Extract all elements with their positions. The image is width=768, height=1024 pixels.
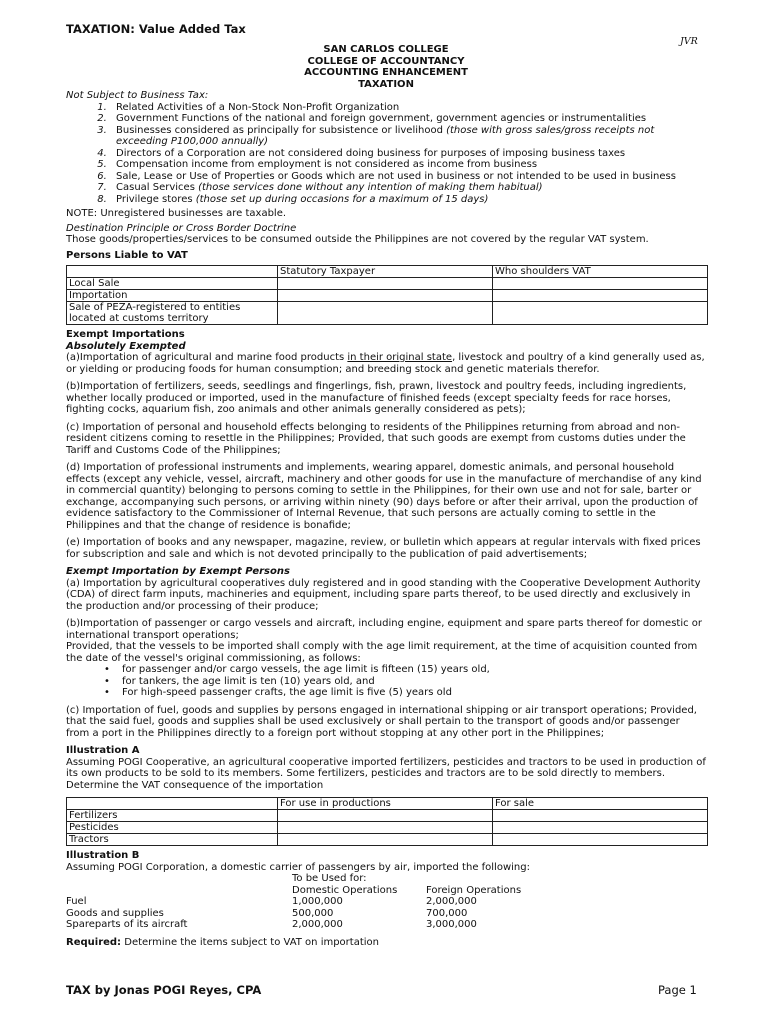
not-subject-list <box>66 102 706 206</box>
school-title <box>66 44 706 90</box>
table-header: Who shoulders VAT <box>493 266 708 278</box>
document-body <box>66 44 706 948</box>
row-label: Goods and supplies <box>66 907 164 919</box>
destination-text: Those goods/properties/services to be consumed outside the Philippines are not covered by the regular VAT system. <box>66 234 649 245</box>
table-cell <box>493 810 708 822</box>
table-row <box>67 290 708 302</box>
item-text: Casual Services <box>116 182 199 193</box>
table-row <box>67 278 708 290</box>
table-cell <box>278 822 493 834</box>
title-line: TAXATION <box>358 78 414 90</box>
row-label: Pesticides <box>67 822 278 834</box>
title-line: COLLEGE OF ACCOUNTANCY <box>307 55 465 67</box>
text-span: , livestock and poultry of a kind generally used as, or yielding or producing foods for human consumption; and breeding stock and genetic materials therefor. <box>66 352 705 375</box>
table-cell <box>278 834 493 846</box>
row-label: Fertilizers <box>67 810 278 822</box>
item-text: Compensation income from employment is not considered as income from business <box>116 159 538 170</box>
table-cell: 3,000,000 <box>426 919 477 930</box>
row-label: Spareparts of its aircraft <box>66 919 188 930</box>
page-number: Page 1 <box>658 983 697 997</box>
exempt-b: (b)Importation of fertilizers, seeds, seedlings and fingerlings, fish, prawn, livestock and poultry feeds, including ingredients, whether locally produced or imported, used in the manufacture of finished feeds (except specialty feeds for race horses, fighting cocks, aquarium fish, zoo animals and other animals generally considered as pets); <box>66 381 687 415</box>
item-note: (those with gross sales/gross receipts not exceeding P100,000 annually) <box>116 124 655 147</box>
list-item <box>110 194 706 206</box>
list-item <box>110 102 706 114</box>
table-row <box>67 266 708 278</box>
table-cell <box>66 885 292 897</box>
title-line: SAN CARLOS COLLEGE <box>323 44 449 55</box>
table-row <box>67 834 708 846</box>
header-title: TAXATION: Value Added Tax <box>66 22 246 36</box>
table-row <box>66 896 706 908</box>
exempt-persons-c: (c) Importation of fuel, goods and supplies by persons engaged in international shipping or air transport operations; Provided, that the said fuel, goods and supplies shall be used exclusively or shall pertain to the transport of goods and/or passenger from a port in the Philippines directly to a foreign port without stopping at any other port in the Philippines; <box>66 704 697 739</box>
item-text: Sale, Lease or Use of Properties or Goods which are not used in business or not intended to be used in business <box>116 170 676 182</box>
table-header: Domestic Operations <box>292 884 398 896</box>
list-item <box>110 125 706 148</box>
table-row <box>67 822 708 834</box>
exempt-persons-b1: (b)Importation of passenger or cargo vessels and aircraft, including engine, equipment and spare parts thereof for domestic or international transport operations; <box>66 618 703 641</box>
table-cell <box>493 302 708 325</box>
table-header: For sale <box>493 798 708 810</box>
exempt-d: (d) Importation of professional instruments and implements, wearing apparel, domestic animals, and personal household effects (except any vehicle, vessel, aircraft, machinery and other goods for use in the manufacture of merchandise of any kind in commercial quantity) belonging to persons coming to settle in the Philippines, for their own use and not for sale, barter or exchange, accompanying such persons, or arriving within ninety (90) days before or after their arrival, upon the production of evidence satisfactory to the Commissioner of Internal Revenue, that such persons are actually coming to settle in the Philippines and that the change of residence is bonafide; <box>66 462 702 531</box>
table-cell: 2,000,000 <box>426 896 477 907</box>
footer-author: TAX by Jonas POGI Reyes, CPA <box>66 983 262 997</box>
table-cell <box>67 266 278 278</box>
list-item <box>110 159 706 171</box>
table-cell <box>66 873 292 885</box>
table-header: For use in productions <box>278 798 493 810</box>
table-row <box>67 302 708 325</box>
item-text: Directors of a Corporation are not considered doing business for purposes of imposing business taxes <box>116 147 626 159</box>
table-row <box>66 919 706 931</box>
exempt-persons-a: (a) Importation by agricultural cooperatives duly registered and in good standing with the Cooperative Development Authority (CDA) of direct farm inputs, machineries and equipment, including spare parts thereof, to be used directly and exclusively in the production and/or processing of their produce; <box>66 577 701 612</box>
persons-liable-table <box>66 265 708 325</box>
header-initials: JVR <box>680 36 698 47</box>
age-limit-list <box>66 664 706 699</box>
table-row <box>66 885 706 897</box>
row-label: Importation <box>67 290 278 302</box>
illustration-b-text: Assuming POGI Corporation, a domestic carrier of passengers by air, imported the following: <box>66 861 530 873</box>
underlined-text: in their original state <box>347 352 453 363</box>
item-note: (those set up during occasions for a maximum of 15 days) <box>195 193 489 205</box>
required-text: Determine the items subject to VAT on importation <box>121 936 379 948</box>
persons-liable-heading: Persons Liable to VAT <box>66 249 188 261</box>
list-item <box>110 182 706 194</box>
item-text: Privilege stores <box>116 193 196 205</box>
table-header: Statutory Taxpayer <box>278 266 493 278</box>
text-span: (a)Importation of agricultural and marine food products <box>66 352 348 363</box>
illustration-a-table <box>66 797 708 846</box>
not-subject-heading: Not Subject to Business Tax: <box>66 90 209 101</box>
list-item <box>110 148 706 160</box>
table-cell <box>278 290 493 302</box>
table-row <box>66 873 706 885</box>
list-item: • for tankers, the age limit is ten (10) years old, and <box>104 676 706 688</box>
illustration-a-text: Assuming POGI Cooperative, an agricultural cooperative imported fertilizers, pesticides and tractors to be used in production of its own products to be sold to its members. Some fertilizers, pesticides and tractors are to be sold directly to members. Determine the VAT consequence of the importation <box>66 756 706 791</box>
item-note: (those services done without any intention of making them habitual) <box>198 182 543 193</box>
row-label: Fuel <box>66 896 87 907</box>
illustration-b-table <box>66 873 706 931</box>
table-row <box>67 798 708 810</box>
table-cell: 500,000 <box>292 907 334 919</box>
exempt-a <box>66 352 706 375</box>
table-cell: 1,000,000 <box>292 896 343 907</box>
list-item: • For high-speed passenger crafts, the age limit is five (5) years old <box>104 687 706 699</box>
exempt-persons-b2: Provided, that the vessels to be imported shall comply with the age limit requirement, at the time of acquisition counted from the date of the vessel's original commissioning, as follows: <box>66 641 698 664</box>
table-cell <box>278 278 493 290</box>
item-text: Related Activities of a Non-Stock Non-Profit Organization <box>116 101 400 113</box>
item-text: Businesses considered as principally for subsistence or livelihood <box>116 124 447 136</box>
list-item: • for passenger and/or cargo vessels, the age limit is fifteen (15) years old, <box>104 664 706 676</box>
list-item <box>110 113 706 125</box>
table-cell <box>493 834 708 846</box>
destination-heading: Destination Principle or Cross Border Doctrine <box>66 222 297 234</box>
table-cell: 700,000 <box>426 907 468 919</box>
required-line <box>66 937 706 949</box>
item-text: Government Functions of the national and foreign government, government agencies or instrumentalities <box>116 113 647 124</box>
list-item <box>110 171 706 183</box>
absolutely-exempted-heading: Absolutely Exempted <box>66 340 186 352</box>
table-header: Foreign Operations <box>426 884 522 896</box>
exempt-c: (c) Importation of personal and household effects belonging to residents of the Philippines returning from abroad and non-resident citizens coming to resettle in the Philippines; Provided, that such goods are exempt from customs duties under the Tariff and Customs Code of the Philippines; <box>66 421 686 456</box>
table-cell <box>278 302 493 325</box>
table-cell <box>493 278 708 290</box>
exempt-heading: Exempt Importations <box>66 329 185 340</box>
row-label: Tractors <box>67 834 278 846</box>
table-row <box>67 810 708 822</box>
table-cell: 2,000,000 <box>292 919 343 930</box>
row-label: Local Sale <box>67 278 278 290</box>
exempt-e: (e) Importation of books and any newspaper, magazine, review, or bulletin which appears at regular intervals with fixed prices for subscription and sale and which is not devoted principally to the publication of paid advertisements; <box>66 537 701 560</box>
table-cell <box>493 822 708 834</box>
title-line: ACCOUNTING ENHANCEMENT <box>304 67 468 78</box>
table-cell <box>67 798 278 810</box>
table-cell <box>493 290 708 302</box>
row-label: Sale of PEZA-registered to entities located at customs territory <box>67 302 278 325</box>
to-be-used-label: To be Used for: <box>292 873 367 884</box>
illustration-a-heading: Illustration A <box>66 745 140 756</box>
required-label: Required: <box>66 936 122 948</box>
illustration-b-heading: Illustration B <box>66 850 140 861</box>
table-row <box>66 908 706 920</box>
note-text: NOTE: Unregistered businesses are taxable. <box>66 208 287 219</box>
exempt-persons-heading: Exempt Importation by Exempt Persons <box>66 566 290 577</box>
table-cell <box>278 810 493 822</box>
